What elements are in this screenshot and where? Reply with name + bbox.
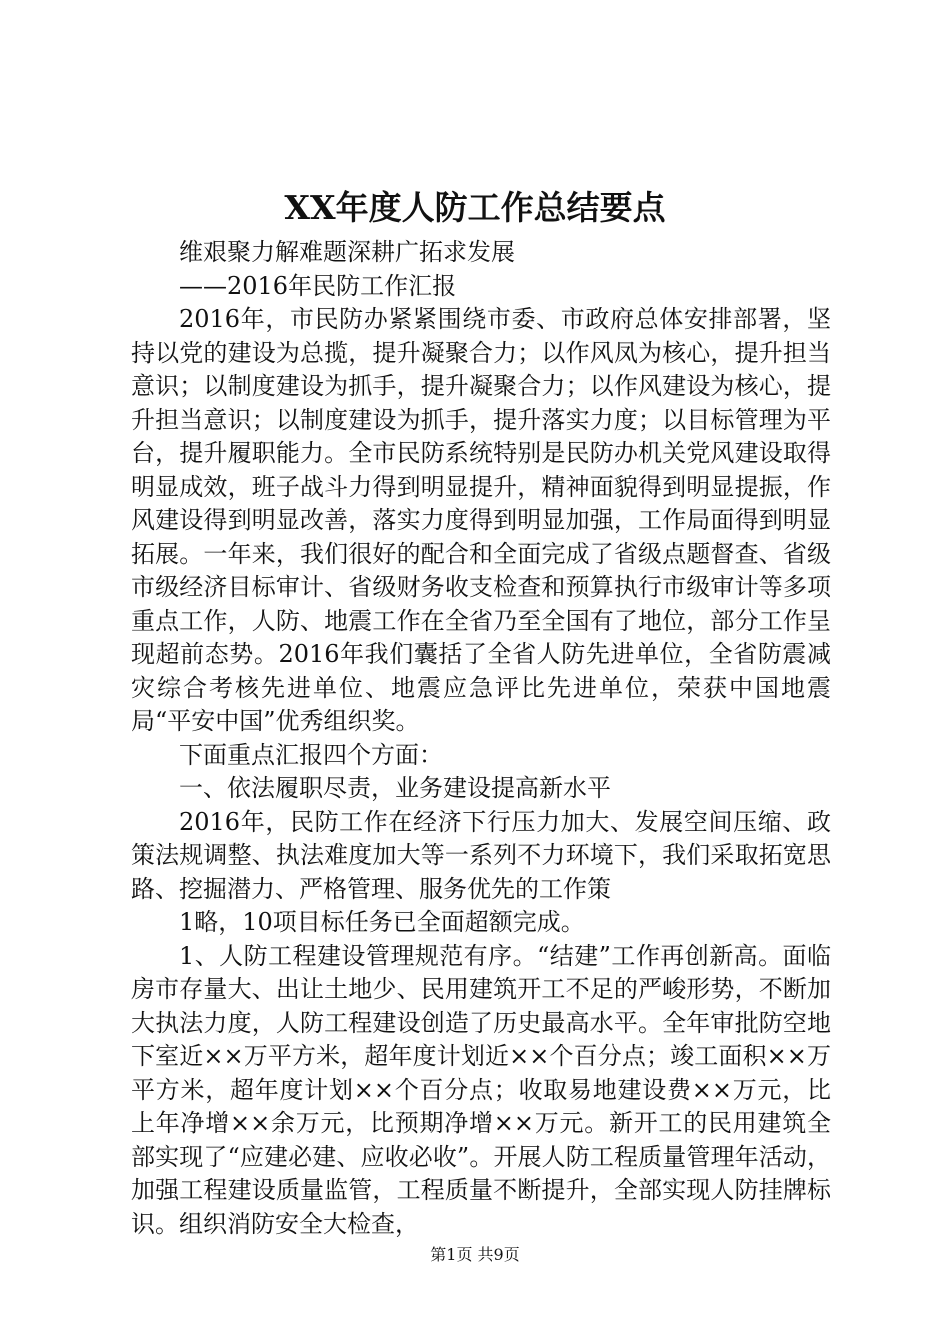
page-footer: 第1页 共9页 <box>430 1245 520 1264</box>
section-heading: 一、依法履职尽责，业务建设提高新水平 <box>179 774 611 802</box>
body-paragraph: 1略，10项目标任务已全面超额完成。 <box>179 908 585 936</box>
body-paragraph: 2016年，市民防办紧紧围绕市委、市政府总体安排部署，坚持以党的建设为总揽，提升凝聚合力；以作风凤为核心，提升担当意识；以制度建设为抓手，提升凝聚合力；以作风建设为核心，提升担当意识；以制度建设为抓手，提升落实力度；以目标管理为平台，提升履职能力。全市民防系统特别是民防办机关党风建设取得明显成效，班子战斗力得到明显提升，精神面貌得到明显提振，作风建设得到明显改善，落实力度得到明显加强，工作局面得到明显拓展。一年来，我们很好的配合和全面完成了省级点题督查、省级市级经济目标审计、省级财务收支检查和预算执行市级审计等多项重点工作，人防、地震工作在全省乃至全国有了地位，部分工作呈现超前态势。2016年我们囊括了全省人防先进单位，全省防震减灾综合考核先进单位、地震应急评比先进单位，荣获中国地震局“平安中国”优秀组织奖。 <box>131 305 831 735</box>
subtitle-line: 维艰聚力解难题深耕广拓求发展 <box>179 238 515 266</box>
subtitle-report-line: ——2016年民防工作汇报 <box>179 271 457 300</box>
document-body <box>131 236 831 1241</box>
body-paragraph: 2016年，民防工作在经济下行压力加大、发展空间压缩、政策法规调整、执法难度加大等一系列不力环境下，我们采取拓宽思路、挖掘潜力、严格管理、服务优先的工作策 <box>131 807 831 903</box>
body-paragraph: 下面重点汇报四个方面： <box>179 740 443 769</box>
body-paragraph: 1、人防工程建设管理规范有序。“结建”工作再创新高。面临房市存量大、出让土地少、民用建筑开工不足的严峻形势，不断加大执法力度，人防工程建设创造了历史最高水平。全年审批防空地下室近××万平方米，超年度计划近××个百分点；竣工面积××万平方米，超年度计划××个百分点；收取易地建设费××万元，比上年净增××余万元，比预期净增××万元。新开工的民用建筑全部实现了“应建必建、应收必收”。开展人防工程质量管理年活动，加强工程建设质量监管，工程质量不断提升，全部实现人防挂牌标识。组织消防安全大检查， <box>131 941 831 1238</box>
document-title: XX年度人防工作总结要点 <box>284 188 666 227</box>
